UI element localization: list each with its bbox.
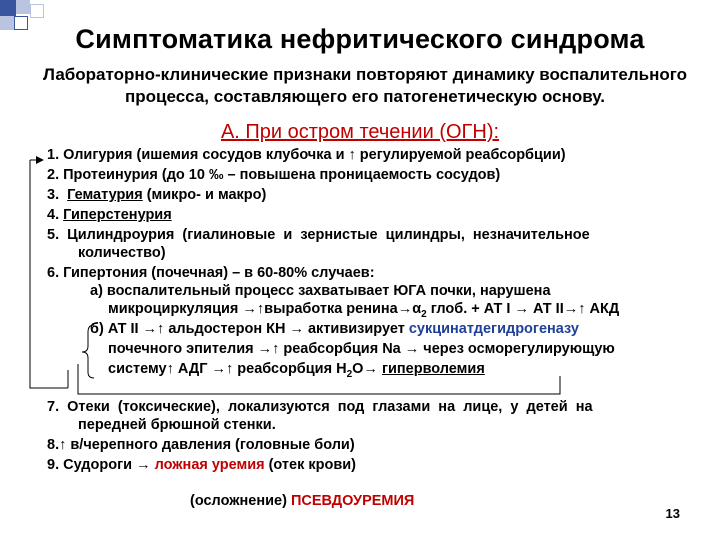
item-text: через осморегулирующую bbox=[419, 341, 615, 357]
subtitle bbox=[20, 64, 710, 108]
subitem-6a bbox=[90, 282, 551, 300]
item-number: 4. bbox=[47, 207, 64, 223]
list-item-3 bbox=[47, 186, 266, 204]
item-term: гиперволемия bbox=[381, 361, 485, 377]
up-arrow-icon: ↑ bbox=[348, 147, 356, 163]
right-arrow-icon: → bbox=[136, 457, 151, 473]
page-number: 13 bbox=[665, 506, 680, 521]
highlight-term: ПСЕВДОУРЕМИЯ bbox=[290, 493, 415, 509]
right-arrow-icon: → bbox=[211, 361, 226, 377]
right-arrow-icon: → bbox=[289, 321, 304, 337]
item-text: реабсорбция Na bbox=[279, 341, 405, 357]
list-item-7 bbox=[47, 398, 593, 416]
subtitle-line: Лабораторно-клинические признаки повторяют динамику воспалительного bbox=[42, 65, 688, 84]
right-arrow-icon: → bbox=[142, 321, 158, 337]
item-text: в/черепного давления (головные боли) bbox=[66, 437, 355, 453]
subitem-6b-cont bbox=[108, 340, 615, 358]
item-text: активизирует bbox=[303, 321, 409, 337]
corner-square bbox=[30, 4, 44, 18]
item-text: (осложнение) bbox=[190, 493, 291, 509]
up-arrow-icon: ↑ bbox=[226, 361, 234, 377]
item-text: АТ II bbox=[529, 301, 564, 317]
item-term: Гематурия bbox=[67, 187, 143, 203]
list-item-6 bbox=[47, 264, 375, 282]
item-text: выработка ренина bbox=[264, 301, 398, 317]
section-heading-text: А. При остром течении (ОГН): bbox=[220, 121, 500, 143]
item-text: (микро- и макро) bbox=[142, 187, 267, 203]
item-text: передней брюшной стенки. bbox=[78, 417, 276, 433]
item-text: микроциркуляция bbox=[108, 301, 243, 317]
item-text: систему bbox=[108, 361, 167, 377]
item-text: б) АТ II bbox=[90, 321, 143, 337]
item-text: 9. Судороги bbox=[47, 457, 137, 473]
list-item-5 bbox=[47, 226, 590, 244]
right-arrow-icon: → bbox=[514, 301, 529, 317]
up-arrow-icon: ↑ bbox=[59, 437, 67, 453]
right-arrow-icon: → bbox=[242, 301, 257, 317]
item-text: 6. Гипертония (почечная) – в 60-80% случаев: bbox=[47, 265, 375, 281]
list-item-8 bbox=[47, 436, 355, 454]
up-arrow-icon: ↑ bbox=[272, 341, 280, 357]
up-arrow-icon: ↑ bbox=[157, 321, 165, 337]
right-arrow-icon: → bbox=[363, 361, 378, 377]
item-text: 5. Цилиндроурия (гиалиновые и зернистые цилиндры, незначительное bbox=[47, 227, 590, 243]
subtitle-line: процесса, составляющего его патогенетическую основу. bbox=[125, 87, 605, 106]
item-text: количество) bbox=[78, 245, 166, 261]
enzyme-term: сукцинатдегидрогеназу bbox=[408, 321, 579, 337]
item-text: 1. Олигурия (ишемия сосудов клубочка и bbox=[47, 147, 345, 163]
item-text: регулируемой реабсорбции) bbox=[355, 147, 566, 163]
corner-square bbox=[16, 0, 30, 14]
item-text: О bbox=[352, 361, 364, 377]
list-item-2 bbox=[47, 166, 500, 184]
right-arrow-icon: → bbox=[257, 341, 273, 357]
item-text: почечного эпителия bbox=[108, 341, 258, 357]
right-arrow-icon: → bbox=[563, 301, 579, 317]
slide-title: Симптоматика нефритического синдрома bbox=[75, 24, 645, 54]
item-number: 8. bbox=[47, 437, 60, 453]
item-text: реабсорбция Н bbox=[233, 361, 347, 377]
highlight-term: ложная уремия bbox=[154, 457, 265, 473]
item-text: альдостерон КН bbox=[164, 321, 290, 337]
item-text: α bbox=[412, 301, 422, 317]
subitem-6b bbox=[90, 320, 579, 338]
list-item-5-cont bbox=[78, 244, 166, 262]
up-arrow-icon: ↑ bbox=[166, 361, 174, 377]
item-text: а) воспалительный процесс захватывает ЮГА почки, нарушена bbox=[90, 283, 551, 299]
subscript: 2 bbox=[421, 308, 427, 320]
item-text: АДГ bbox=[173, 361, 212, 377]
item-text: глоб. + АТ I bbox=[426, 301, 515, 317]
list-item-4 bbox=[47, 206, 172, 224]
item-text: АКД bbox=[585, 301, 620, 317]
list-item-1 bbox=[47, 146, 566, 164]
right-arrow-icon: → bbox=[397, 301, 413, 317]
item-term: Гиперстенурия bbox=[63, 207, 172, 223]
item-text: 2. Протеинурия (до 10 ‰ – повышена проницаемость сосудов) bbox=[47, 167, 501, 183]
subscript: 2 bbox=[346, 368, 353, 380]
corner-square bbox=[0, 0, 16, 16]
section-heading bbox=[0, 121, 720, 144]
list-item-9 bbox=[47, 456, 356, 474]
list-item-7-cont bbox=[78, 416, 276, 434]
item-text: (отек крови) bbox=[264, 457, 357, 473]
complication-note bbox=[190, 492, 414, 510]
up-arrow-icon: ↑ bbox=[578, 301, 586, 317]
up-arrow-icon: ↑ bbox=[256, 301, 265, 317]
subitem-6b-cont2 bbox=[108, 360, 485, 384]
right-arrow-icon: → bbox=[404, 341, 420, 357]
item-number: 3. bbox=[47, 187, 68, 203]
item-text: 7. Отеки (токсические), локализуются под глазами на лице, у детей на bbox=[47, 399, 593, 415]
